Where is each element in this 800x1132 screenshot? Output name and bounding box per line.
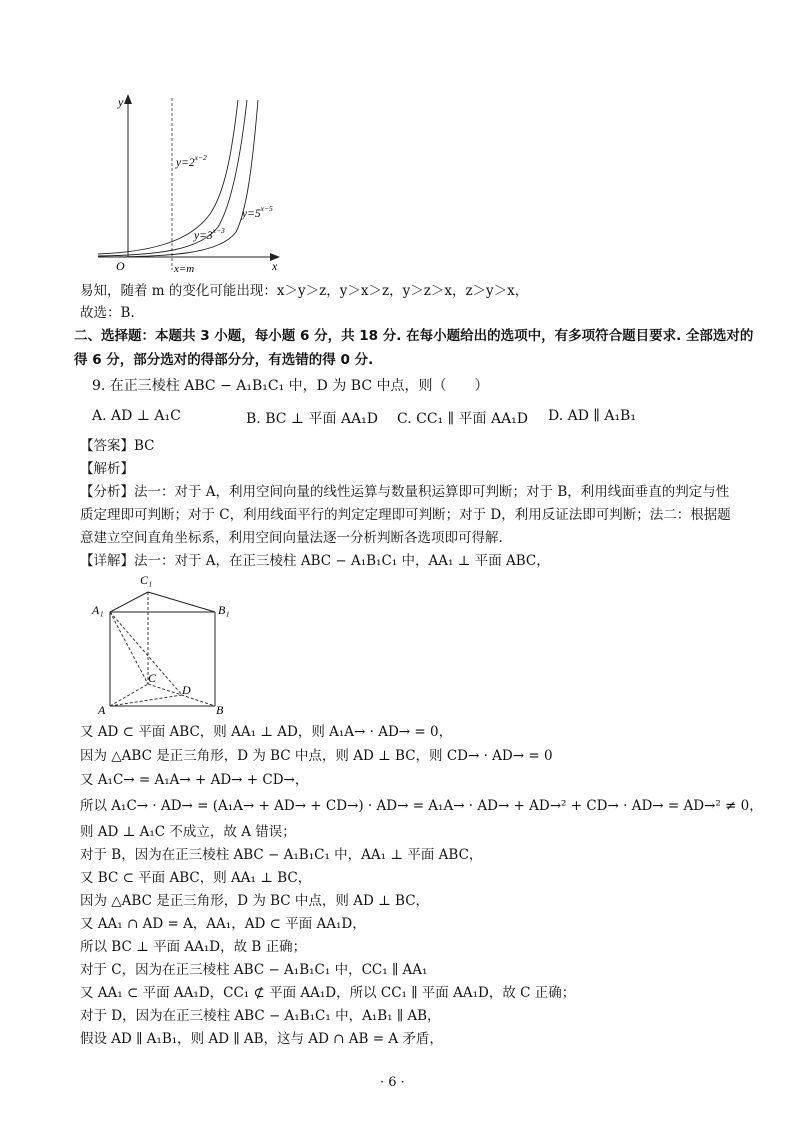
text-line: 易知，随着 m 的变化可能出现：x＞y＞z，y＞x＞z，y＞z＞x，z＞y＞x， [80, 283, 529, 299]
prism-figure [90, 568, 250, 718]
analysis-heading: 【解析】 [80, 461, 134, 477]
curve-5-power [98, 100, 258, 257]
detail-text: 又 AD ⊂ 平面 ABC，则 AA₁ ⊥ AD，则 A₁A→ · AD→ = 0， [80, 724, 453, 740]
text-line: 故选：B. [80, 305, 135, 321]
curve2-label: $y=3^{x-3}$ [194, 226, 225, 242]
answer: 【答案】BC [80, 438, 155, 454]
option-d: D. AD ∥ A₁B₁ [548, 408, 636, 424]
vertex-c: C [148, 671, 157, 685]
curve3-label: $y=5^{x-5}$ [242, 204, 273, 220]
detail-text: 又 A₁C→ = A₁A→ + AD→ + CD→， [80, 772, 309, 788]
analysis-text: 质定理即可判断；对于 C，利用线面平行的判定定理即可判断；对于 D，利用反证法即可判断；法二：根据题 [80, 507, 731, 523]
y-axis-label: y [118, 95, 124, 109]
vline-label: x=m [174, 263, 195, 275]
detail-text: 又 AA₁ ⊂ 平面 AA₁D，CC₁ ⊄ 平面 AA₁D，所以 CC₁ ∥ 平面 AA₁D，故 C 正确； [80, 985, 576, 1001]
analysis-text: 【分析】法一：对于 A，利用空间向量的线性运算与数量积运算即可判断；对于 B，利用线面垂直的判定与性 [80, 484, 730, 500]
detail-text: 又 BC ⊂ 平面 ABC，则 AA₁ ⊥ BC， [80, 870, 312, 886]
analysis-text: 意建立空间直角坐标系，利用空间向量法逐一分析判断各选项即可得解. [80, 530, 503, 546]
vertex-c1: C₁ [140, 573, 153, 587]
detail-text: 所以 BC ⊥ 平面 AA₁D，故 B 正确； [80, 939, 307, 955]
vertex-b: B [216, 703, 224, 717]
detail-text: 则 AD ⊥ A₁C 不成立，故 A 错误； [80, 824, 296, 840]
curve1-label: $y=2^{x-2}$ [176, 153, 207, 169]
detail-text: 对于 B，因为在正三棱柱 ABC − A₁B₁C₁ 中，AA₁ ⊥ 平面 ABC， [80, 847, 483, 863]
vertex-b1: B₁ [218, 603, 230, 617]
detail-text: 又 AA₁ ∩ AD = A，AA₁，AD ⊂ 平面 AA₁D， [80, 916, 366, 932]
option-a: A. AD ⊥ A₁C [92, 408, 181, 424]
section-title-cont: 得 6 分，部分选对的得部分分，有选错的得 0 分. [74, 352, 374, 368]
question-9: 9. 在正三棱柱 ABC − A₁B₁C₁ 中，D 为 BC 中点，则（ ） [92, 378, 489, 394]
vertex-a1: A₁ [92, 603, 104, 617]
origin-label: O [116, 259, 125, 273]
page-number: · 6 · [380, 1075, 405, 1090]
detail-text: 因为 △ABC 是正三角形，D 为 BC 中点，则 AD ⊥ BC， [80, 893, 430, 909]
exponential-graph [90, 92, 290, 282]
detail-text: 对于 C，因为在正三棱柱 ABC − A₁B₁C₁ 中，CC₁ ∥ AA₁ [80, 962, 428, 978]
option-b: B. BC ⊥ 平面 AA₁D [246, 411, 379, 427]
x-axis-label: x [272, 259, 278, 273]
detail-text: 因为 △ABC 是正三角形，D 为 BC 中点，则 AD ⊥ BC，则 CD→ · AD→ = 0 [80, 748, 553, 764]
vertex-d: D [182, 683, 191, 697]
vertex-a: A [98, 703, 106, 717]
section-title: 二、选择题：本题共 3 小题，每小题 6 分，共 18 分. 在每小题给出的选项中，有多项符合题目要求. 全部选对的 [74, 328, 754, 344]
option-c: C. CC₁ ∥ 平面 AA₁D [397, 411, 529, 427]
detail-text: 对于 D，因为在正三棱柱 ABC − A₁B₁C₁ 中，A₁B₁ ∥ AB， [80, 1008, 441, 1024]
detail-text: 假设 AD ∥ A₁B₁，则 AD ∥ AB，这与 AD ∩ AB = A 矛盾， [80, 1031, 443, 1047]
detail-text: 所以 A₁C→ · AD→ = (A₁A→ + AD→ + CD→) · AD→ = A₁A→ · AD→ + AD→² + CD→ · AD→ = AD→² ≠ 0， [80, 798, 763, 814]
detail-text: 【详解】法一：对于 A，在正三棱柱 ABC − A₁B₁C₁ 中，AA₁ ⊥ 平面 ABC， [80, 553, 550, 569]
